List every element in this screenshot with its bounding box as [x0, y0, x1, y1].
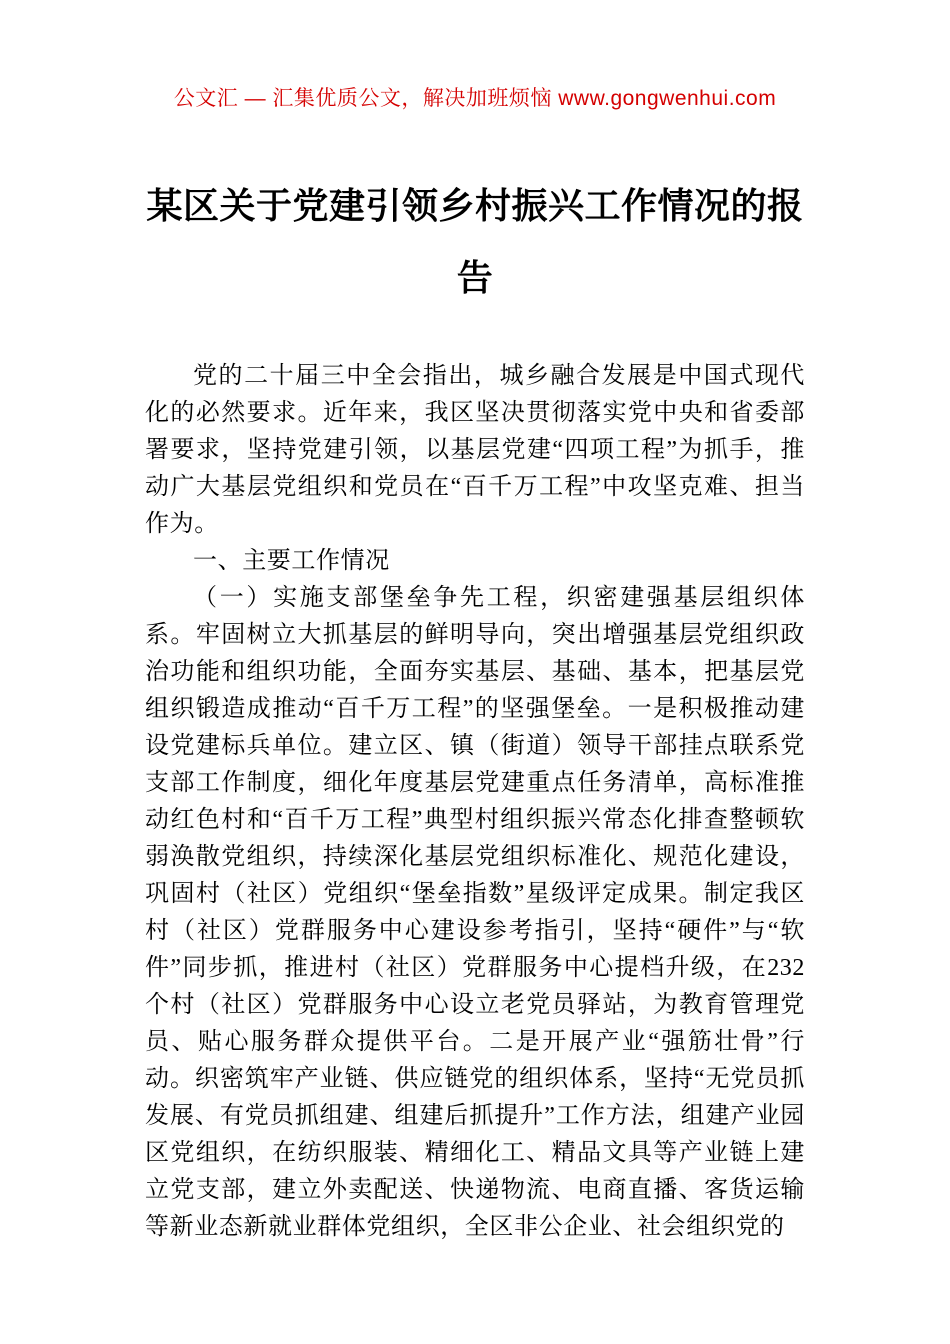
- document-body: [145, 358, 805, 1246]
- document-title: 某区关于党建引领乡村振兴工作情况的报告: [146, 186, 804, 298]
- watermark-header: [145, 86, 805, 112]
- paragraph-intro: 党的二十届三中全会指出，城乡融合发展是中国式现代化的必然要求。近年来，我区坚决贯彻落实党中央和省委部署要求，坚持党建引领，以基层党建“四项工程”为抓手，推动广大基层党组织和党员在“百千万工程”中攻坚克难、担当作为。: [145, 363, 805, 537]
- section-heading: 一、主要工作情况: [193, 548, 390, 574]
- paragraph-section-one: （一）实施支部堡垒争先工程，织密建强基层组织体系。牢固树立大抓基层的鲜明导向，突出增强基层党组织政治功能和组织功能，全面夯实基层、基础、基本，把基层党组织锻造成推动“百千万工程”的坚强堡垒。一是积极推动建设党建标兵单位。建立区、镇（街道）领导干部挂点联系党支部工作制度，细化年度基层党建重点任务清单，高标准推动红色村和“百千万工程”典型村组织振兴常态化排查整顿软弱涣散党组织，持续深化基层党组织标准化、规范化建设，巩固村（社区）党组织“堡垒指数”星级评定成果。制定我区村（社区）党群服务中心建设参考指引，坚持“硬件”与“软件”同步抓，推进村（社区）党群服务中心提档升级，在232个村（社区）党群服务中心设立老党员驿站，为教育管理党员、贴心服务群众提供平台。二是开展产业“强筋壮骨”行动。织密筑牢产业链、供应链党的组织体系，坚持“无党员抓发展、有党员抓组建、组建后抓提升”工作方法，组建产业园区党组织，在纺织服装、精细化工、精品文具等产业链上建立党支部，建立外卖配送、快递物流、电商直播、客货运输等新业态新就业群体党组织，全区非公企业、社会组织党的: [145, 585, 805, 1240]
- watermark-text: 公文汇 — 汇集优质公文，解决加班烦恼 www.gongwenhui.com: [173, 87, 777, 110]
